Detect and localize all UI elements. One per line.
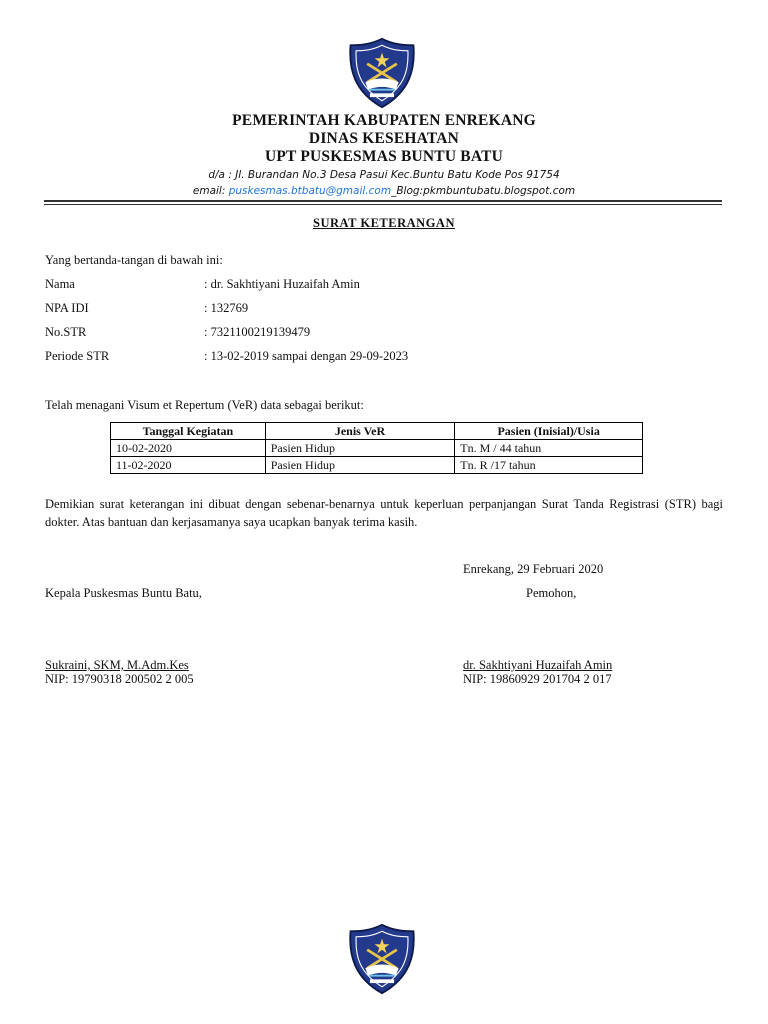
table-cell: Pasien Hidup (265, 457, 455, 474)
table-cell: Tn. M / 44 tahun (455, 440, 643, 457)
table-intro-text: Telah menagani Visum et Repertum (VeR) data sebagai berikut: (45, 398, 364, 412)
field-label-name: Nama (45, 277, 75, 291)
email-label: email: (192, 185, 229, 197)
document-title: SURAT KETERANGAN (313, 216, 455, 230)
table-row (111, 457, 643, 474)
table-cell: 10-02-2020 (111, 440, 266, 457)
place-date: Enrekang, 29 Februari 2020 (463, 562, 604, 576)
field-value-period: : 13-02-2019 sampai dengan 29-09-2023 (204, 349, 409, 363)
field-value-npa: : 132769 (204, 301, 249, 315)
email-link[interactable]: puskesmas.btbatu@gmail.com (228, 185, 392, 197)
header-address: d/a : Jl. Burandan No.3 Desa Pasui Kec.Buntu Batu Kode Pos 91754 (208, 169, 560, 181)
header-government: PEMERINTAH KABUPATEN ENREKANG (232, 112, 536, 129)
table-cell: Pasien Hidup (265, 440, 455, 457)
blog-text: _Blog:pkmbuntubatu.blogspot.com (391, 185, 576, 197)
signatory-right-name: dr. Sakhtiyani Huzaifah Amin (463, 658, 613, 672)
header-divider-thin (44, 204, 722, 205)
header-contact (0, 185, 768, 197)
table-row (111, 440, 643, 457)
column-header: Tanggal Kegiatan (111, 423, 266, 440)
field-label-npa: NPA IDI (45, 301, 89, 315)
ver-table (110, 422, 643, 474)
signatory-left-name: Sukraini, SKM, M.Adm.Kes (45, 658, 189, 672)
header-department: DINAS KESEHATAN (308, 130, 460, 147)
regency-emblem-top-icon (345, 36, 419, 110)
signatory-right-nip: NIP: 19860929 201704 2 017 (463, 672, 612, 686)
signatory-right-role: Pemohon, (526, 586, 577, 600)
header-institution: UPT PUSKESMAS BUNTU BATU (264, 148, 504, 165)
field-value-name: : dr. Sakhtiyani Huzaifah Amin (204, 277, 360, 291)
intro-text: Yang bertanda-tangan di bawah ini: (45, 253, 223, 267)
regency-emblem-bottom-icon (345, 922, 419, 996)
table-cell: 11-02-2020 (111, 457, 266, 474)
column-header: Pasien (Inisial)/Usia (455, 423, 643, 440)
table-header-row (111, 423, 643, 440)
field-label-str: No.STR (45, 325, 87, 339)
header-divider-thick (44, 200, 722, 202)
field-value-str: : 7321100219139479 (204, 325, 311, 339)
signatory-left-nip: NIP: 19790318 200502 2 005 (45, 672, 194, 686)
column-header: Jenis VeR (265, 423, 455, 440)
field-label-period: Periode STR (45, 349, 110, 363)
table-cell: Tn. R /17 tahun (455, 457, 643, 474)
signatory-left-role: Kepala Puskesmas Buntu Batu, (45, 586, 202, 600)
closing-paragraph: Demikian surat keterangan ini dibuat dengan sebenar-benarnya untuk keperluan perpanjangan Surat Tanda Registrasi (STR) bagi dokter. Atas bantuan dan kerjasamanya saya ucapkan banyak terima kasih. (45, 497, 723, 529)
